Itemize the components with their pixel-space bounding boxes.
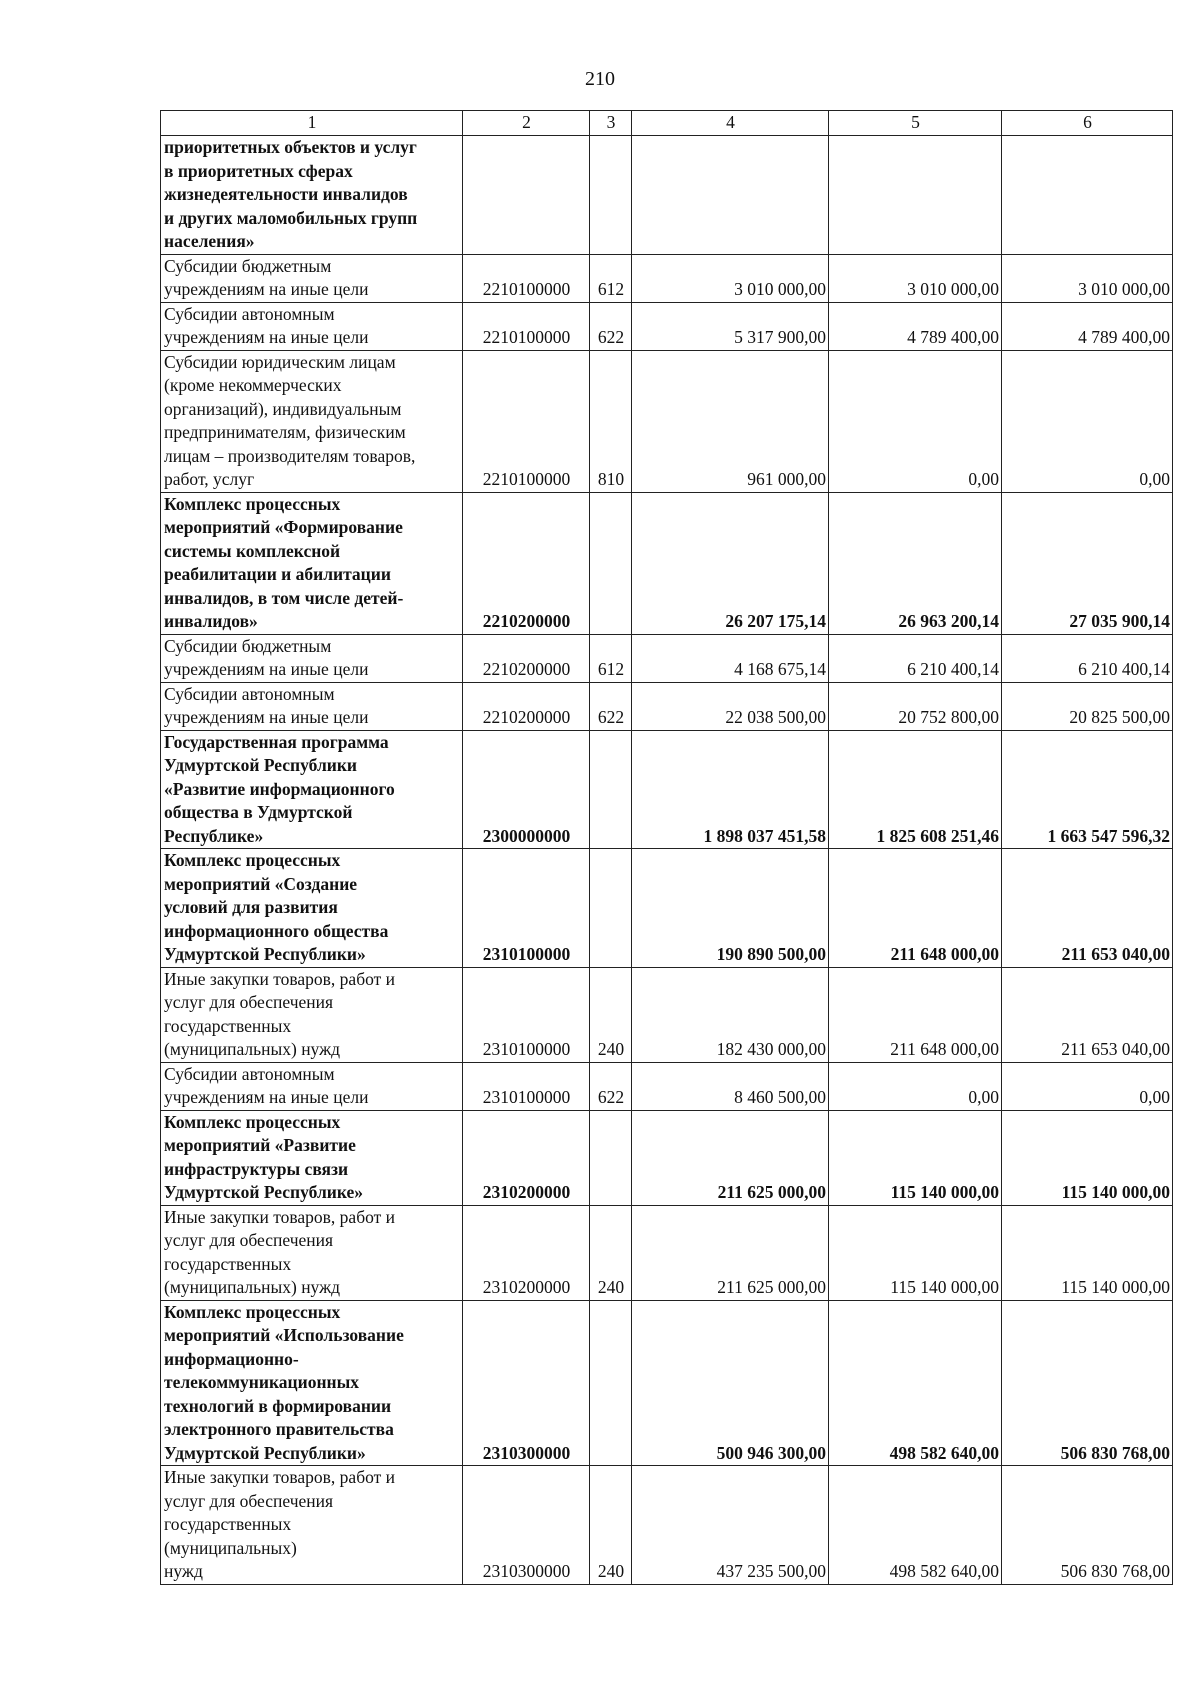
- target-article-code-cell: 2210100000: [463, 254, 590, 302]
- expense-type-cell: 810: [590, 350, 632, 492]
- amount-col-5-cell: 115 140 000,00: [829, 1205, 1002, 1300]
- expense-type-cell: 622: [590, 302, 632, 350]
- amount-col-6-cell: 211 653 040,00: [1002, 849, 1173, 968]
- table-row: [161, 1110, 1173, 1205]
- amount-col-6-cell: [1002, 136, 1173, 255]
- target-article-code-cell: 2210100000: [463, 350, 590, 492]
- row-name-cell: Иные закупки товаров, работ и услуг для обеспечения государственных (муниципальных) нужд: [161, 967, 463, 1062]
- amount-col-4-cell: [632, 136, 829, 255]
- row-name-cell: Комплекс процессных мероприятий «Развитие инфраструктуры связи Удмуртской Республике»: [161, 1110, 463, 1205]
- row-name-cell: Комплекс процессных мероприятий «Формирование системы комплексной реабилитации и абилитации инвалидов, в том числе детей- инвалидов»: [161, 492, 463, 634]
- column-header-5: 5: [829, 111, 1002, 136]
- column-header-3: 3: [590, 111, 632, 136]
- expense-type-cell: 622: [590, 1062, 632, 1110]
- column-header-2: 2: [463, 111, 590, 136]
- expense-type-cell: 240: [590, 1205, 632, 1300]
- header-row: [161, 111, 1173, 136]
- row-name-cell: Иные закупки товаров, работ и услуг для обеспечения государственных (муниципальных) нужд: [161, 1205, 463, 1300]
- amount-col-5-cell: 115 140 000,00: [829, 1110, 1002, 1205]
- amount-col-5-cell: 4 789 400,00: [829, 302, 1002, 350]
- amount-col-6-cell: 4 789 400,00: [1002, 302, 1173, 350]
- row-name-cell: Комплекс процессных мероприятий «Создание условий для развития информационного общества Удмуртской Республики»: [161, 849, 463, 968]
- target-article-code-cell: 2310100000: [463, 849, 590, 968]
- expense-type-cell: [590, 136, 632, 255]
- amount-col-6-cell: 0,00: [1002, 1062, 1173, 1110]
- expense-type-cell: 240: [590, 1466, 632, 1585]
- table-body: [161, 136, 1173, 1585]
- expense-type-cell: 240: [590, 967, 632, 1062]
- amount-col-4-cell: 190 890 500,00: [632, 849, 829, 968]
- amount-col-5-cell: 211 648 000,00: [829, 849, 1002, 968]
- amount-col-6-cell: 20 825 500,00: [1002, 682, 1173, 730]
- table-row: [161, 967, 1173, 1062]
- amount-col-4-cell: 182 430 000,00: [632, 967, 829, 1062]
- amount-col-4-cell: 1 898 037 451,58: [632, 730, 829, 849]
- table-row: [161, 730, 1173, 849]
- amount-col-6-cell: 0,00: [1002, 350, 1173, 492]
- row-name-cell: Комплекс процессных мероприятий «Использование информационно- телекоммуникационных технологий в формировании электронного правительства Удмуртской Республики»: [161, 1300, 463, 1466]
- table-row: [161, 492, 1173, 634]
- amount-col-6-cell: 211 653 040,00: [1002, 967, 1173, 1062]
- amount-col-6-cell: 1 663 547 596,32: [1002, 730, 1173, 849]
- amount-col-5-cell: 498 582 640,00: [829, 1466, 1002, 1585]
- expense-type-cell: [590, 730, 632, 849]
- table-row: [161, 1300, 1173, 1466]
- expense-type-cell: [590, 1110, 632, 1205]
- table-row: [161, 849, 1173, 968]
- amount-col-5-cell: 26 963 200,14: [829, 492, 1002, 634]
- column-header-1: 1: [161, 111, 463, 136]
- table-header: [161, 111, 1173, 136]
- target-article-code-cell: 2310300000: [463, 1300, 590, 1466]
- table-row: [161, 136, 1173, 255]
- expense-type-cell: 622: [590, 682, 632, 730]
- amount-col-4-cell: 437 235 500,00: [632, 1466, 829, 1585]
- row-name-cell: Субсидии автономным учреждениям на иные цели: [161, 302, 463, 350]
- row-name-cell: Субсидии бюджетным учреждениям на иные цели: [161, 634, 463, 682]
- amount-col-4-cell: 961 000,00: [632, 350, 829, 492]
- target-article-code-cell: 2210100000: [463, 302, 590, 350]
- expense-type-cell: [590, 849, 632, 968]
- table-row: [161, 350, 1173, 492]
- column-header-6: 6: [1002, 111, 1173, 136]
- budget-table: [160, 110, 1173, 1585]
- amount-col-6-cell: 6 210 400,14: [1002, 634, 1173, 682]
- table-row: [161, 634, 1173, 682]
- amount-col-4-cell: 500 946 300,00: [632, 1300, 829, 1466]
- target-article-code-cell: 2300000000: [463, 730, 590, 849]
- amount-col-5-cell: 498 582 640,00: [829, 1300, 1002, 1466]
- target-article-code-cell: 2310200000: [463, 1110, 590, 1205]
- table-row: [161, 682, 1173, 730]
- amount-col-5-cell: 6 210 400,14: [829, 634, 1002, 682]
- column-header-4: 4: [632, 111, 829, 136]
- amount-col-4-cell: 211 625 000,00: [632, 1205, 829, 1300]
- amount-col-5-cell: 3 010 000,00: [829, 254, 1002, 302]
- amount-col-6-cell: 27 035 900,14: [1002, 492, 1173, 634]
- target-article-code-cell: 2310300000: [463, 1466, 590, 1585]
- expense-type-cell: [590, 1300, 632, 1466]
- amount-col-6-cell: 506 830 768,00: [1002, 1466, 1173, 1585]
- table-row: [161, 302, 1173, 350]
- amount-col-5-cell: 211 648 000,00: [829, 967, 1002, 1062]
- amount-col-4-cell: 22 038 500,00: [632, 682, 829, 730]
- row-name-cell: Государственная программа Удмуртской Республики «Развитие информационного общества в Удмуртской Республике»: [161, 730, 463, 849]
- row-name-cell: Субсидии юридическим лицам (кроме некоммерческих организаций), индивидуальным предпринимателям, физическим лицам – производителям товаров, работ, услуг: [161, 350, 463, 492]
- expense-type-cell: 612: [590, 634, 632, 682]
- amount-col-4-cell: 8 460 500,00: [632, 1062, 829, 1110]
- amount-col-4-cell: 4 168 675,14: [632, 634, 829, 682]
- amount-col-4-cell: 26 207 175,14: [632, 492, 829, 634]
- expense-type-cell: [590, 492, 632, 634]
- target-article-code-cell: 2210200000: [463, 682, 590, 730]
- amount-col-6-cell: 506 830 768,00: [1002, 1300, 1173, 1466]
- page-number: 210: [585, 68, 615, 90]
- target-article-code-cell: [463, 136, 590, 255]
- row-name-cell: приоритетных объектов и услуг в приоритетных сферах жизнедеятельности инвалидов и других маломобильных групп населения»: [161, 136, 463, 255]
- table-row: [161, 1062, 1173, 1110]
- expense-type-cell: 612: [590, 254, 632, 302]
- amount-col-6-cell: 115 140 000,00: [1002, 1205, 1173, 1300]
- amount-col-6-cell: 115 140 000,00: [1002, 1110, 1173, 1205]
- amount-col-5-cell: 1 825 608 251,46: [829, 730, 1002, 849]
- amount-col-4-cell: 3 010 000,00: [632, 254, 829, 302]
- amount-col-4-cell: 5 317 900,00: [632, 302, 829, 350]
- row-name-cell: Субсидии бюджетным учреждениям на иные цели: [161, 254, 463, 302]
- amount-col-5-cell: 0,00: [829, 1062, 1002, 1110]
- table-row: [161, 1205, 1173, 1300]
- target-article-code-cell: 2310200000: [463, 1205, 590, 1300]
- table-row: [161, 254, 1173, 302]
- target-article-code-cell: 2310100000: [463, 1062, 590, 1110]
- target-article-code-cell: 2310100000: [463, 967, 590, 1062]
- amount-col-5-cell: 20 752 800,00: [829, 682, 1002, 730]
- row-name-cell: Субсидии автономным учреждениям на иные цели: [161, 682, 463, 730]
- row-name-cell: Иные закупки товаров, работ и услуг для обеспечения государственных (муниципальных) нужд: [161, 1466, 463, 1585]
- table-row: [161, 1466, 1173, 1585]
- amount-col-5-cell: 0,00: [829, 350, 1002, 492]
- target-article-code-cell: 2210200000: [463, 634, 590, 682]
- row-name-cell: Субсидии автономным учреждениям на иные цели: [161, 1062, 463, 1110]
- amount-col-5-cell: [829, 136, 1002, 255]
- amount-col-6-cell: 3 010 000,00: [1002, 254, 1173, 302]
- amount-col-4-cell: 211 625 000,00: [632, 1110, 829, 1205]
- target-article-code-cell: 2210200000: [463, 492, 590, 634]
